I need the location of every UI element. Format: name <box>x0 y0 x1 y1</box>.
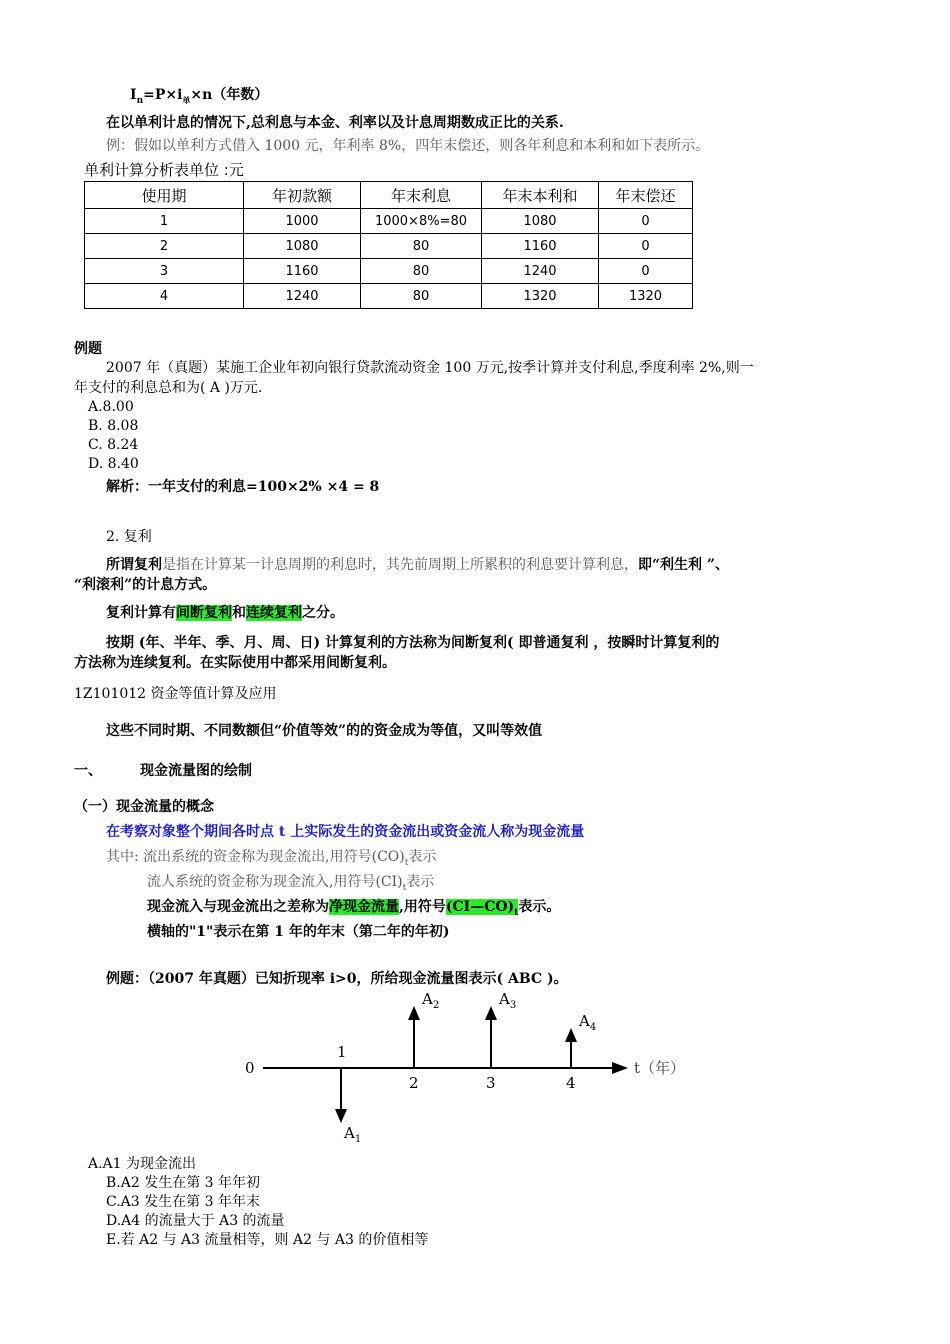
table-cell: 1320 <box>599 284 693 309</box>
heading-cash-flow-number: 一、 <box>74 763 102 779</box>
table-cell: 1 <box>85 209 244 234</box>
compound-definition-line2: “利滚利”的计息方式。 <box>74 577 217 593</box>
example-question-line1: 2007 年（真题）某施工企业年初向银行贷款流动资金 100 万元,按季计算并支付利息,季度利率 2%,则一 <box>106 360 754 376</box>
simple-interest-example: 例：假如以单利方式借入 1000 元，年利率 8%，四年末偿还，则各年利息和本利和如下表所示。 <box>106 138 710 154</box>
subscript: t <box>402 882 407 893</box>
text-segment: 表示 <box>408 849 437 865</box>
example2-option: A.A1 为现金流出 <box>88 1156 197 1172</box>
formula: $I_n=P\times i_单\times n$（年数） <box>130 87 269 106</box>
cash-flow-definition: 在考察对象整个期间各时点 t 上实际发生的资金流出或资金流人称为现金流量 <box>106 824 585 840</box>
table-cell: 0 <box>599 234 693 259</box>
text-segment: ,用符号 <box>399 899 446 915</box>
compound-method-line2: 方法称为连续复利。在实际使用中都采用间断复利。 <box>74 655 396 671</box>
table-cell: 0 <box>599 209 693 234</box>
cash-inflow-line <box>147 873 434 897</box>
arrowhead-a1 <box>335 1109 347 1123</box>
compound-method-line1: 按期 (年、半年、季、月、周、日) 计算复利的方法称为间断复利( 即普通复利 ，按瞬时计算复利的 <box>106 635 720 651</box>
compound-definition-line1 <box>106 556 729 574</box>
example-analysis: 解析：一年支付的利息=100×2% ×4 = 8 <box>106 479 380 495</box>
highlight-continuous: 连续复利 <box>246 605 302 621</box>
table-row <box>85 234 693 259</box>
tick-label-2: 2 <box>409 1074 419 1092</box>
table-cell: 0 <box>599 259 693 284</box>
table-title: 单利计算分析表单位 :元 <box>84 161 244 179</box>
table-cell: 1240 <box>482 259 599 284</box>
table-row <box>85 284 693 309</box>
tick-label-1: 1 <box>337 1043 347 1061</box>
section-code: 1Z101012 资金等值计算及应用 <box>74 686 277 702</box>
table-cell: 1160 <box>482 234 599 259</box>
arrowhead-a4 <box>565 1028 577 1042</box>
table-header-row <box>85 182 693 209</box>
table-cell: 3 <box>85 259 244 284</box>
text-segment: 复利计算有 <box>106 605 176 621</box>
axis-explanation: 横轴的"1"表示在第 1 年的年末（第二年的年初) <box>147 924 450 940</box>
table-cell: 2 <box>85 234 244 259</box>
table-row <box>85 259 693 284</box>
example-option: A.8.00 <box>88 399 134 415</box>
time-axis-arrowhead <box>612 1062 628 1074</box>
label-a4: $A_4$ <box>579 1012 597 1033</box>
label-a3: $A_3$ <box>499 990 517 1011</box>
text-segment: 所谓复利 <box>106 557 162 573</box>
cash-outflow-line <box>106 848 436 872</box>
net-cash-flow-line <box>147 898 560 922</box>
highlight-net-symbol: $(CI—CO)_t$ <box>445 899 519 918</box>
example-option: D. 8.40 <box>88 456 139 472</box>
table-cell: 80 <box>361 284 482 309</box>
tick-label-0: 0 <box>245 1059 255 1077</box>
simple-interest-table <box>84 181 693 309</box>
tick-label-3: 3 <box>486 1074 496 1092</box>
simple-interest-statement: 在以单利计息的情况下,总利息与本金、利率以及计息周期数成正比的关系. <box>106 115 564 131</box>
tick-label-4: 4 <box>566 1074 576 1092</box>
table-header: 使用期 <box>85 182 244 209</box>
equivalence-definition: 这些不同时期、不同数额但“价值等效”的的资金成为等值，又叫等效值 <box>106 723 543 739</box>
table-cell: 1320 <box>482 284 599 309</box>
example2-option: E.若 A2 与 A3 流量相等，则 A2 与 A3 的价值相等 <box>106 1232 429 1248</box>
arrowhead-a2 <box>408 1006 420 1020</box>
example-question-line2: 年支付的利息总和为( A )万元. <box>74 380 263 396</box>
table-cell: 1080 <box>482 209 599 234</box>
table-cell: 80 <box>361 234 482 259</box>
text-segment: 表示。 <box>518 899 561 915</box>
table-header: 年初款额 <box>244 182 361 209</box>
table-cell: 1240 <box>244 284 361 309</box>
table-header: 年末本利和 <box>482 182 599 209</box>
highlight-discrete: 间断复利 <box>176 605 232 621</box>
compound-types <box>106 604 344 622</box>
text-segment: 之分。 <box>302 605 344 621</box>
heading-cash-flow-concept: （一）现金流量的概念 <box>74 799 214 815</box>
text-segment: 其中: 流出系统的资金称为现金流出,用符号(CO) <box>106 849 405 865</box>
axis-label: t（年） <box>634 1059 686 1077</box>
table-cell: 1000 <box>244 209 361 234</box>
text-segment: 和 <box>232 605 246 621</box>
text-segment: 是指在计算某一计息周期的利息时，其先前周期上所累积的利息要计算利息， <box>162 557 638 573</box>
text-segment: 现金流入与现金流出之差称为 <box>147 899 329 915</box>
example2-question: 例题：（2007 年真题）已知折现率 i>0，所给现金流量图表示( ABC )。 <box>106 971 568 987</box>
table-cell: 80 <box>361 259 482 284</box>
example-option: B. 8.08 <box>88 418 139 434</box>
table-cell: 1160 <box>244 259 361 284</box>
example-option: C. 8.24 <box>88 437 139 453</box>
table-header: 年末利息 <box>361 182 482 209</box>
example2-option: B.A2 发生在第 3 年年初 <box>106 1175 261 1191</box>
example2-option: D.A4 的流量大于 A3 的流量 <box>106 1213 285 1229</box>
example2-option: C.A3 发生在第 3 年年末 <box>106 1194 260 1210</box>
compound-heading: 2. 复利 <box>106 529 152 545</box>
table-row <box>85 209 693 234</box>
label-a2: $A_2$ <box>422 990 440 1011</box>
table-cell: 4 <box>85 284 244 309</box>
table-header: 年末偿还 <box>599 182 693 209</box>
highlight-net-cash-flow: 净现金流量 <box>329 899 399 915</box>
arrowhead-a3 <box>485 1006 497 1020</box>
label-a1: $A_1$ <box>344 1124 362 1145</box>
text-segment: 即“利生利 ”、 <box>638 557 729 573</box>
heading-cash-flow: 现金流量图的绘制 <box>140 763 252 779</box>
subscript: t <box>404 857 409 868</box>
table-cell: 1080 <box>244 234 361 259</box>
example-heading: 例题 <box>74 341 102 357</box>
text-segment: 流人系统的资金称为现金流入,用符号(CI) <box>147 874 403 890</box>
text-segment: 表示 <box>406 874 435 890</box>
cash-flow-diagram <box>0 985 950 1155</box>
table-cell: 1000×8%=80 <box>361 209 482 234</box>
